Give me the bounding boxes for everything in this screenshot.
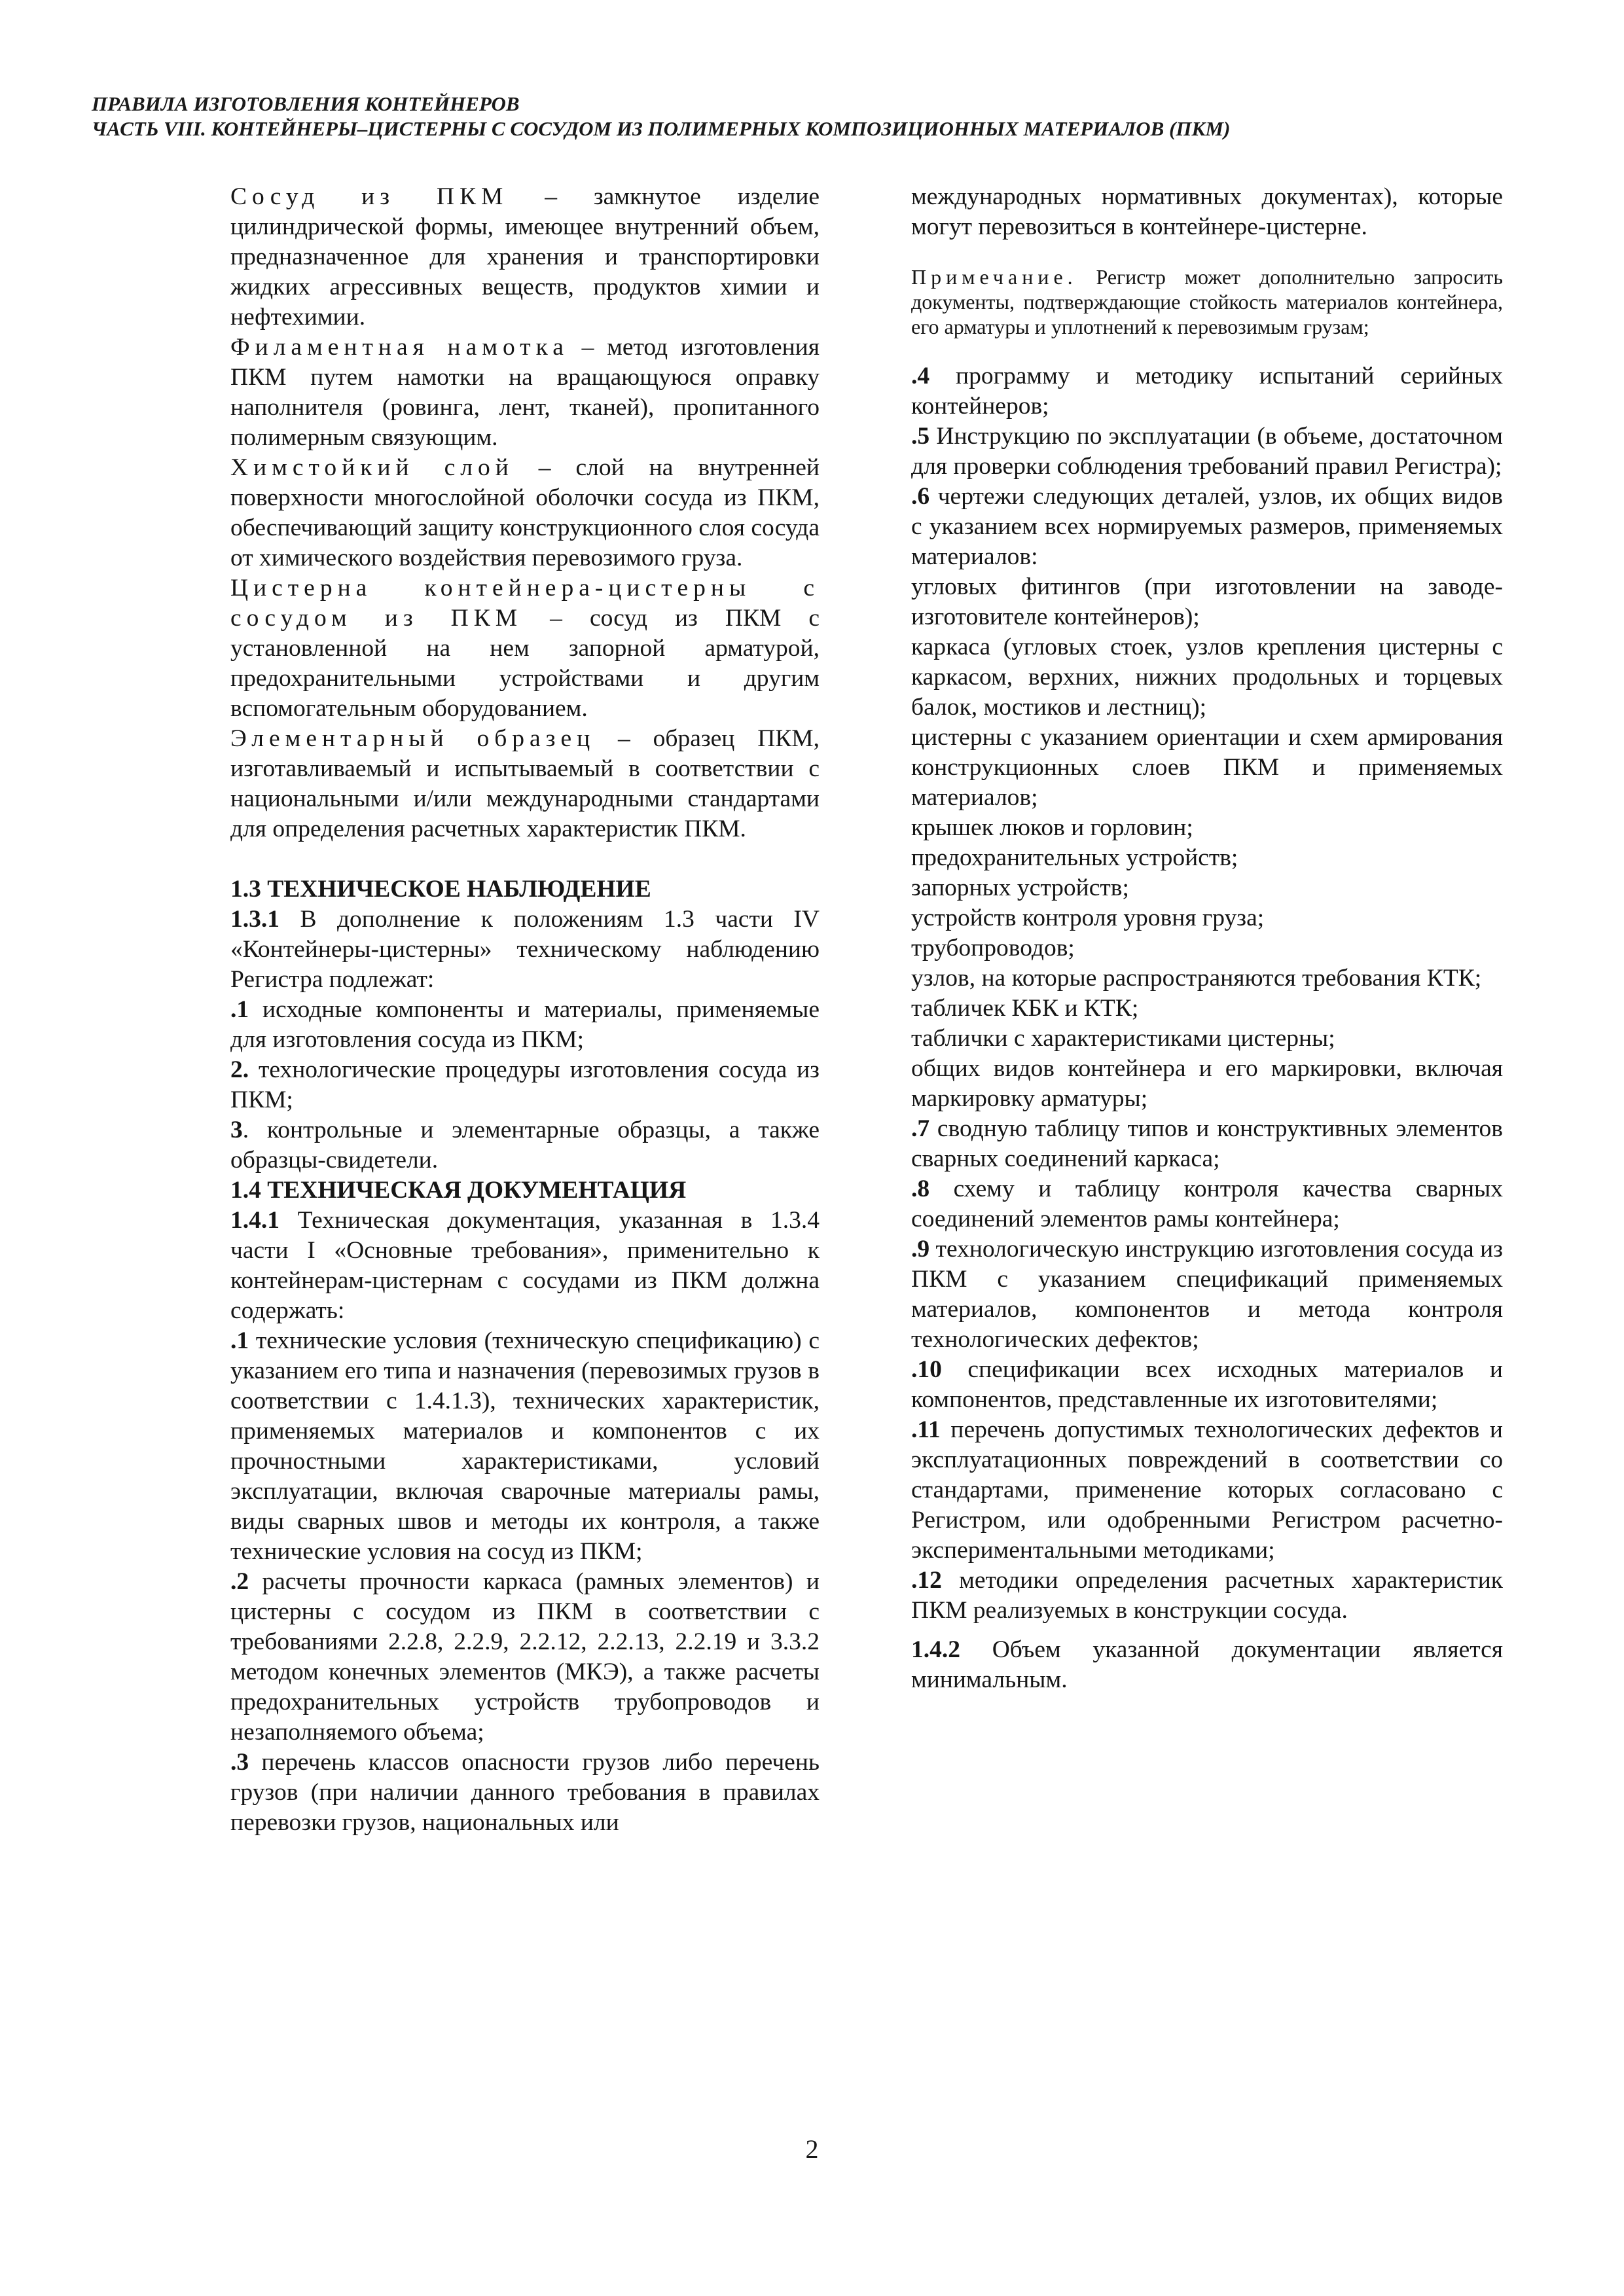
list-item: .8 схему и таблицу контроля качества сварных соединений элементов рамы контейнера; (911, 1175, 1503, 1232)
term: Цистерна контейнера-цистерны с сосудом из ПКМ (230, 575, 820, 632)
right-column (911, 182, 1503, 1695)
drawing-list-item: устройств контроля уровня груза; (911, 905, 1265, 931)
running-header (92, 92, 1532, 141)
term: Химстойкий слой (230, 454, 514, 481)
list-item: .6 чертежи следующих деталей, узлов, их общих видов с указанием всех нормируемых размеров, применяемых материалов: (911, 483, 1503, 570)
list-item: .10 спецификации всех исходных материалов и компонентов, представленные их изготовителями; (911, 1356, 1503, 1413)
drawing-list-item: запорных устройств; (911, 874, 1129, 901)
paragraph-1-4-2: 1.4.2 Объем указанной документации является минимальным. (911, 1636, 1503, 1693)
note-label: Примечание. (911, 265, 1077, 289)
term: Сосуд из ПКМ (230, 183, 509, 210)
definition-elementary-specimen: Элементарный образец – образец ПКМ, изготавливаемый и испытываемый в соответствии с национальными и/или международными стандартами для определения расчетных характеристик ПКМ. (230, 725, 820, 842)
list-item: .9 технологическую инструкцию изготовления сосуда из ПКМ с указанием спецификаций применяемых материалов, компонентов и метода контроля технологических дефектов; (911, 1236, 1503, 1353)
section-heading-1-4: 1.4 ТЕХНИЧЕСКАЯ ДОКУМЕНТАЦИЯ (230, 1177, 687, 1204)
definition-vessel: Сосуд из ПКМ – замкнутое изделие цилиндрической формы, имеющее внутренний объем, предназначенное для хранения и транспортировки жидких агрессивных веществ, продуктов химии и нефтехимии. (230, 183, 820, 331)
definition-tank: Цистерна контейнера-цистерны с сосудом из ПКМ – сосуд из ПКМ с установленной на нем запорной арматурой, предохранительными устройствами и другим вспомогательным оборудованием. (230, 575, 820, 722)
left-column (230, 182, 820, 1838)
definition-filament-winding: Филаментная намотка – метод изготовления ПКМ путем намотки на вращающуюся оправку наполнителя (ровинга, лент, тканей), пропитанного полимерным связующим. (230, 334, 820, 451)
drawing-list-item: узлов, на которые распространяются требования КТК; (911, 965, 1482, 992)
drawing-list-item: предохранительных устройств; (911, 844, 1238, 871)
list-item: .4 программу и методику испытаний серийных контейнеров; (911, 363, 1503, 420)
drawing-list-item: табличек КБК и КТК; (911, 995, 1139, 1022)
list-item: 3. контрольные и элементарные образцы, а также образцы-свидетели. (230, 1117, 820, 1174)
list-item: 2. технологические процедуры изготовления сосуда из ПКМ; (230, 1056, 820, 1113)
list-item: .2 расчеты прочности каркаса (рамных элементов) и цистерны с сосудом из ПКМ в соответствии с требованиями 2.2.8, 2.2.9, 2.2.12, 2.2.13, 2.2.19 и 3.3.2 методом конечных элементов (МКЭ), а также расчеты предохранительных устройств трубопроводов и незаполняемого объема; (230, 1568, 820, 1746)
section-heading-1-3: 1.3 ТЕХНИЧЕСКОЕ НАБЛЮДЕНИЕ (230, 876, 651, 903)
definition-chemical-resistant-layer: Химстойкий слой – слой на внутренней поверхности многослойной оболочки сосуда из ПКМ, обеспечивающий защиту конструкционного слоя сосуда от химического воздействия перевозимого груза. (230, 454, 820, 571)
drawing-list-item: трубопроводов; (911, 935, 1075, 961)
note: Примечание. Регистр может дополнительно запросить документы, подтверждающие стойкость материалов контейнера, его арматуры и уплотнений к перевозимым грузам; (911, 265, 1503, 338)
list-item: .3 перечень классов опасности грузов либо перечень грузов (при наличии данного требования в правилах перевозки грузов, национальных или (230, 1749, 820, 1836)
continued-text: международных нормативных документах), которые могут перевозиться в контейнере-цистерне. (911, 183, 1503, 240)
list-item: .11 перечень допустимых технологических дефектов и эксплуатационных повреждений в соответствии со стандартами, применение которых согласовано с Регистром, или одобренными Регистром расчетно-экспериментальными методиками; (911, 1416, 1503, 1564)
list-item: .1 технические условия (техническую спецификацию) с указанием его типа и назначения (перевозимых грузов в соответствии с 1.4.1.3), технических характеристик, применяемых материалов и компонентов с их прочностными характеристиками, условий эксплуатации, включая сварочные материалы рамы, виды сварных швов и методы их контроля, а также технические условия на сосуд из ПКМ; (230, 1327, 820, 1565)
list-item: .7 сводную таблицу типов и конструктивных элементов сварных соединений каркаса; (911, 1115, 1503, 1172)
page-number: 2 (805, 2134, 819, 2164)
paragraph-1-4-1: 1.4.1 Техническая документация, указанная в 1.3.4 части I «Основные требования», применительно к контейнерам-цистернам с сосудами из ПКМ должна содержать: (230, 1207, 820, 1324)
drawing-list-item: крышек люков и горловин; (911, 814, 1193, 841)
term: Филаментная намотка (230, 334, 569, 361)
drawing-list-item: угловых фитингов (при изготовлении на заводе-изготовителе контейнеров); (911, 573, 1503, 630)
list-item: .5 Инструкцию по эксплуатации (в объеме, достаточном для проверки соблюдения требований правил Регистра); (911, 423, 1503, 480)
paragraph-1-3-1: 1.3.1 В дополнение к положениям 1.3 части IV «Контейнеры-цистерны» техническому наблюдению Регистра подлежат: (230, 906, 820, 993)
drawing-list-item: таблички с характеристиками цистерны; (911, 1025, 1335, 1052)
drawing-list-item: каркаса (угловых стоек, узлов крепления цистерны с каркасом, верхних, нижних продольных и торцевых балок, мостиков и лестниц); (911, 634, 1503, 721)
header-rules-title: ПРАВИЛА ИЗГОТОВЛЕНИЯ КОНТЕЙНЕРОВ (92, 92, 520, 115)
term: Элементарный образец (230, 725, 596, 752)
drawing-list-item: цистерны с указанием ориентации и схем армирования конструкционных слоев ПКМ и применяемых материалов; (911, 724, 1503, 811)
list-item: .1 исходные компоненты и материалы, применяемые для изготовления сосуда из ПКМ; (230, 996, 820, 1053)
drawing-list-item: общих видов контейнера и его маркировки, включая маркировку арматуры; (911, 1055, 1503, 1112)
list-item: .12 методики определения расчетных характеристик ПКМ реализуемых в конструкции сосуда. (911, 1567, 1503, 1624)
header-part-title: ЧАСТЬ VIII. КОНТЕЙНЕРЫ–ЦИСТЕРНЫ С СОСУДОМ ИЗ ПОЛИМЕРНЫХ КОМПОЗИЦИОННЫХ МАТЕРИАЛОВ (ПКМ) (92, 117, 1231, 140)
